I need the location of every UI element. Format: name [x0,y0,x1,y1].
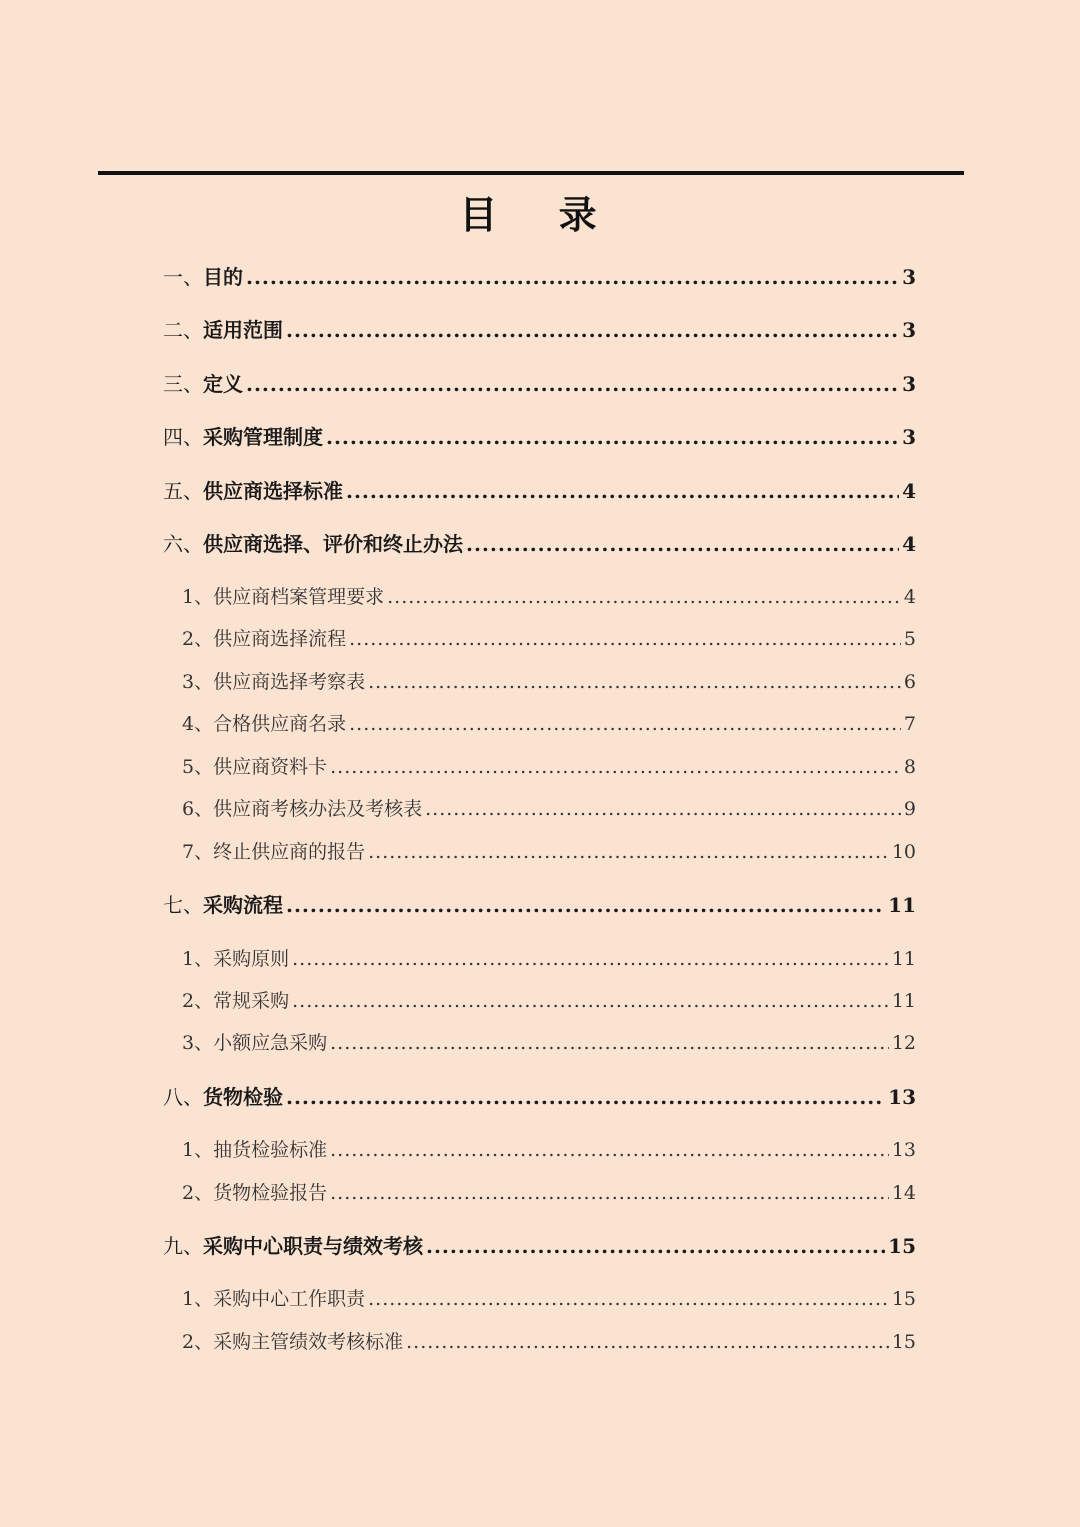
toc-entry-page: 15 [891,1331,916,1353]
toc-subentry[interactable] [182,667,916,697]
toc-leader-dots [326,422,899,452]
toc-entry[interactable] [163,315,916,345]
toc-entry-page: 15 [891,1288,916,1310]
toc-entry-page: 4 [903,586,916,608]
toc-leader-dots [292,986,889,1016]
toc-leader-dots [346,476,899,506]
toc-entry[interactable] [163,422,916,452]
toc-entry-number: 2、 [182,628,214,650]
toc-subentry[interactable] [182,582,916,612]
toc-entry-label: 供应商选择考察表 [213,671,366,693]
toc-leader-dots [426,1231,885,1261]
toc-leader-dots [246,262,899,292]
toc-leader-dots [368,837,889,867]
toc-leader-dots [349,624,901,654]
toc-entry-number: 1、 [182,1288,214,1310]
toc-entry-page: 4 [902,479,916,503]
toc-entry-page: 14 [891,1182,916,1204]
toc-subentry[interactable] [182,837,916,867]
toc-entry-page: 15 [888,1234,916,1258]
toc-entry-label: 适用范围 [203,318,283,342]
toc-entry-number: 2、 [182,990,214,1012]
toc-entry-number: 2、 [182,1182,214,1204]
toc-entry-page: 3 [902,265,916,289]
toc-entry-label: 供应商选择、评价和终止办法 [203,532,463,556]
toc-leader-dots [330,1135,889,1165]
toc-entry-label: 供应商考核办法及考核表 [213,798,423,820]
toc-entry-page: 6 [903,671,916,693]
toc-entry-number: 7、 [182,841,214,863]
toc-entry-label: 货物检验报告 [213,1182,328,1204]
toc-subentry[interactable] [182,794,916,824]
toc-entry-number: 6、 [182,798,214,820]
toc-entry-number: 八、 [163,1085,203,1109]
toc-entry-number: 1、 [182,1139,214,1161]
toc-subentry[interactable] [182,1028,916,1058]
toc-entry-number: 二、 [163,318,203,342]
toc-entry-page: 9 [903,798,916,820]
toc-leader-dots [246,369,899,399]
toc-entry-page: 13 [891,1139,916,1161]
toc-leader-dots [368,1284,889,1314]
toc-entry-page: 3 [902,425,916,449]
toc-entry-label: 目的 [203,265,243,289]
toc-entry-page: 11 [891,948,916,970]
toc-subentry[interactable] [182,944,916,974]
toc-entry-page: 11 [891,990,916,1012]
toc-entry-number: 五、 [163,479,203,503]
toc-leader-dots [292,944,889,974]
toc-leader-dots [286,890,885,920]
toc-leader-dots [349,709,901,739]
toc-entry-label: 采购管理制度 [203,425,323,449]
toc-entry-label: 抽货检验标准 [213,1139,328,1161]
toc-subentry[interactable] [182,624,916,654]
toc-entry-number: 三、 [163,372,203,396]
toc-entry[interactable] [163,1082,916,1112]
toc-entry-page: 13 [888,1085,916,1109]
toc-entry-number: 1、 [182,586,214,608]
toc-entry-page: 3 [902,372,916,396]
toc-entry-number: 4、 [182,713,214,735]
toc-entry[interactable] [163,529,916,559]
toc-entry[interactable] [163,1231,916,1261]
toc-leader-dots [330,752,901,782]
toc-entry-label: 采购主管绩效考核标准 [213,1331,404,1353]
page-title: 目 录 [459,193,621,237]
toc-entry-label: 供应商档案管理要求 [213,586,385,608]
toc-leader-dots [330,1178,889,1208]
toc-entry-page: 10 [891,841,916,863]
toc-entry-label: 供应商选择流程 [213,628,347,650]
toc-subentry[interactable] [182,1327,916,1357]
toc-leader-dots [387,582,901,612]
toc-subentry[interactable] [182,752,916,782]
toc-entry-label: 合格供应商名录 [213,713,347,735]
toc-entry-number: 四、 [163,425,203,449]
toc-subentry[interactable] [182,709,916,739]
toc-leader-dots [425,794,901,824]
toc-entry-page: 4 [902,532,916,556]
toc-entry-label: 定义 [203,372,243,396]
toc-leader-dots [368,667,901,697]
toc-entry-label: 常规采购 [213,990,290,1012]
toc-subentry[interactable] [182,1284,916,1314]
toc-entry-number: 一、 [163,265,203,289]
toc-entry-page: 8 [903,756,916,778]
toc-entry-label: 采购流程 [203,893,283,917]
toc-entry-label: 终止供应商的报告 [213,841,366,863]
toc-entry[interactable] [163,476,916,506]
toc-leader-dots [466,529,899,559]
toc-entry-number: 六、 [163,532,203,556]
toc-entry-page: 11 [888,893,916,917]
toc-entry-label: 采购中心职责与绩效考核 [203,1234,423,1258]
toc-entry-number: 3、 [182,1032,214,1054]
toc-entry-number: 七、 [163,893,203,917]
toc-subentry[interactable] [182,1135,916,1165]
toc-entry-label: 供应商资料卡 [213,756,328,778]
toc-entry-label: 小额应急采购 [213,1032,328,1054]
toc-entry-number: 1、 [182,948,214,970]
toc-entry-label: 采购中心工作职责 [213,1288,366,1310]
toc-entry-label: 采购原则 [213,948,290,970]
toc-entry-label: 货物检验 [203,1085,283,1109]
toc-subentry[interactable] [182,1178,916,1208]
toc-leader-dots [406,1327,889,1357]
toc-entry-number: 2、 [182,1331,214,1353]
toc-entry-page: 3 [902,318,916,342]
toc-subentry[interactable] [182,986,916,1016]
toc-entry[interactable] [163,890,916,920]
toc-entry[interactable] [163,369,916,399]
toc-entry-label: 供应商选择标准 [203,479,343,503]
toc-entry-page: 12 [891,1032,916,1054]
toc-leader-dots [330,1028,889,1058]
toc-entry[interactable] [163,262,916,292]
toc-entry-number: 5、 [182,756,214,778]
toc-entry-page: 5 [903,628,916,650]
toc-leader-dots [286,315,899,345]
toc-entry-page: 7 [903,713,916,735]
toc-entry-number: 九、 [163,1234,203,1258]
toc-leader-dots [286,1082,885,1112]
toc-entry-number: 3、 [182,671,214,693]
